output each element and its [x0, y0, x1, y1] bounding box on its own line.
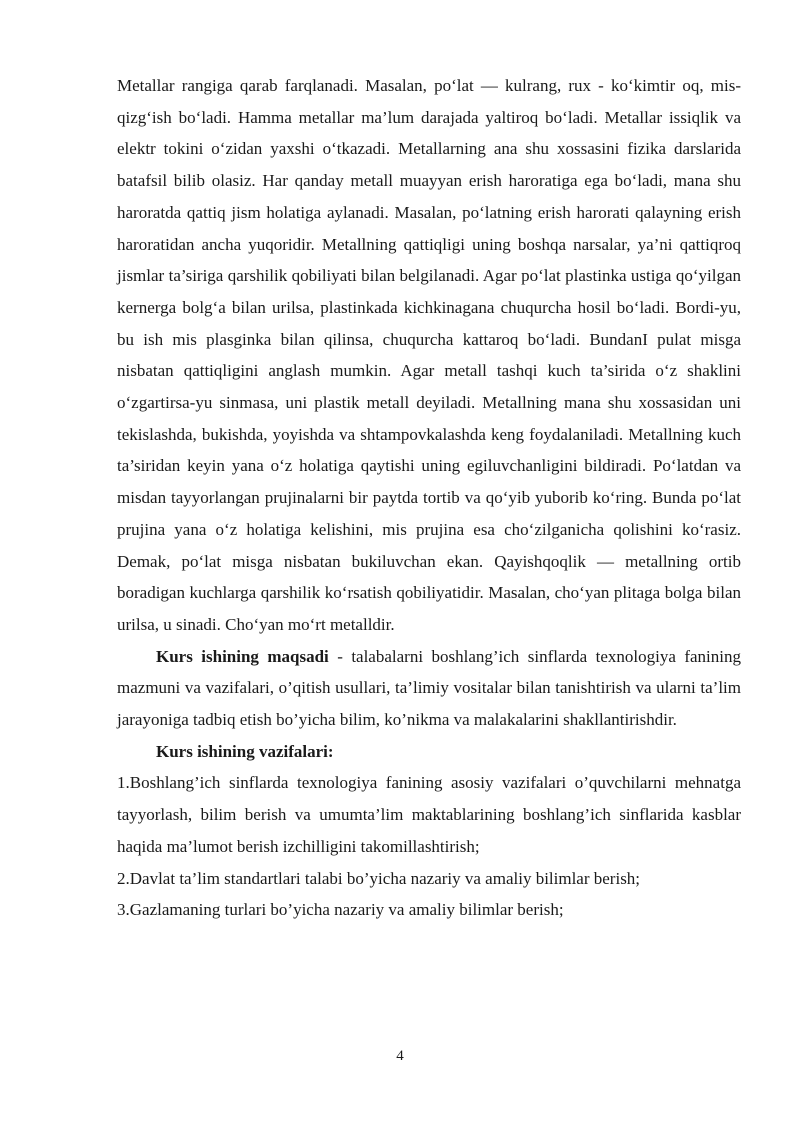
task-item: 2.Davlat ta’lim standartlari talabi bo’yicha nazariy va amaliy bilimlar berish; — [117, 868, 641, 888]
page-body — [117, 70, 741, 926]
task-item: 3.Gazlamaning turlari bo’yicha nazariy va amaliy bilimlar berish; — [117, 900, 564, 920]
goal-heading: Kurs ishining maqsadi — [156, 646, 329, 666]
tasks-list — [117, 767, 741, 926]
goal-text: - talabalarni boshlang’ich sinflarda texnologiya fanining mazmuni va vazifalari, o’qitish usullari, ta’limiy vositalar bilan tanishtirish va ularni ta’lim jarayoniga tadbiq etish bo’yicha bilim, ko’nikma va malakalarini shakllantirishdir. — [117, 646, 741, 730]
task-item: 1.Boshlang’ich sinflarda texnologiya fanining asosiy vazifalari o’quvchilarni mehnatga tayyorlash, bilim berish va umumta’lim maktablarining boshlang’ich sinflarida kasblar haqida ma’lumot berish izchilligini takomillashtirish; — [117, 773, 741, 856]
paragraph-metal-properties: Metallar rangiga qarab farqlanadi. Masalan, po‘lat — kulrang, rux - ko‘kimtir oq, mis- qizg‘ish bo‘ladi. Hamma metallar ma’lum darajada yaltiroq bo‘ladi. Metallar issiqlik va elektr tokini o‘zidan yaxshi o‘tkazadi. Metallarning ana shu xossasini fizika darslarida batafsil bilib olasiz. Har qanday metall muayyan erish haroratiga ega bo‘ladi, mana shu haroratda qattiq jism holatiga aylanadi. Masalan, po‘latning erish harorati qalayning erish haroratidan ancha yuqoridir. Metallning qattiqligi uning boshqa narsalar, ya’ni qattiqroq jismlar ta’siriga qarshilik qobiliyati bilan belgilanadi. Agar po‘lat plastinka ustiga qo‘yilgan kernerga bolg‘a bilan urilsa, plastinkada kichkinagana chuqurcha hosil bo‘ladi. Bordi-yu, bu ish mis plasginka bilan qilinsa, chuqurcha kattaroq bo‘ladi. BundanI pulat misga nisbatan qattiqligini anglash mumkin. Agar metall tashqi kuch ta’sirida o‘z shaklini o‘zgartirsa-yu sinmasa, uni plastik metall deyiladi. Metallning mana shu xossasidan uni tekislashda, bukishda, yoyishda va shtampovkalashda keng foydalaniladi. Metallning kuch ta’siridan keyin yana o‘z holatiga qaytishi uning egiluvchanligini bildiradi. Po‘latdan va misdan tayyorlangan prujinalarni bir paytda tortib va qo‘yib yuborib ko‘ring. Bunda po‘lat prujina yana o‘z holatiga kelishini, mis prujina esa cho‘zilganicha qolishini ko‘rasiz. Demak, po‘lat misga nisbatan bukiluvchan ekan. Qayishqoqlik — metallning ortib boradigan kuchlarga qarshilik ko‘rsatish qobiliyatidir. Masalan, cho‘yan plitaga bolga bilan urilsa, u sinadi. Cho‘yan mo‘rt metalldir. — [117, 76, 741, 634]
tasks-heading: Kurs ishining vazifalari: — [156, 741, 334, 761]
page-number: 4 — [396, 1048, 404, 1064]
paragraph-course-goal — [117, 641, 741, 736]
